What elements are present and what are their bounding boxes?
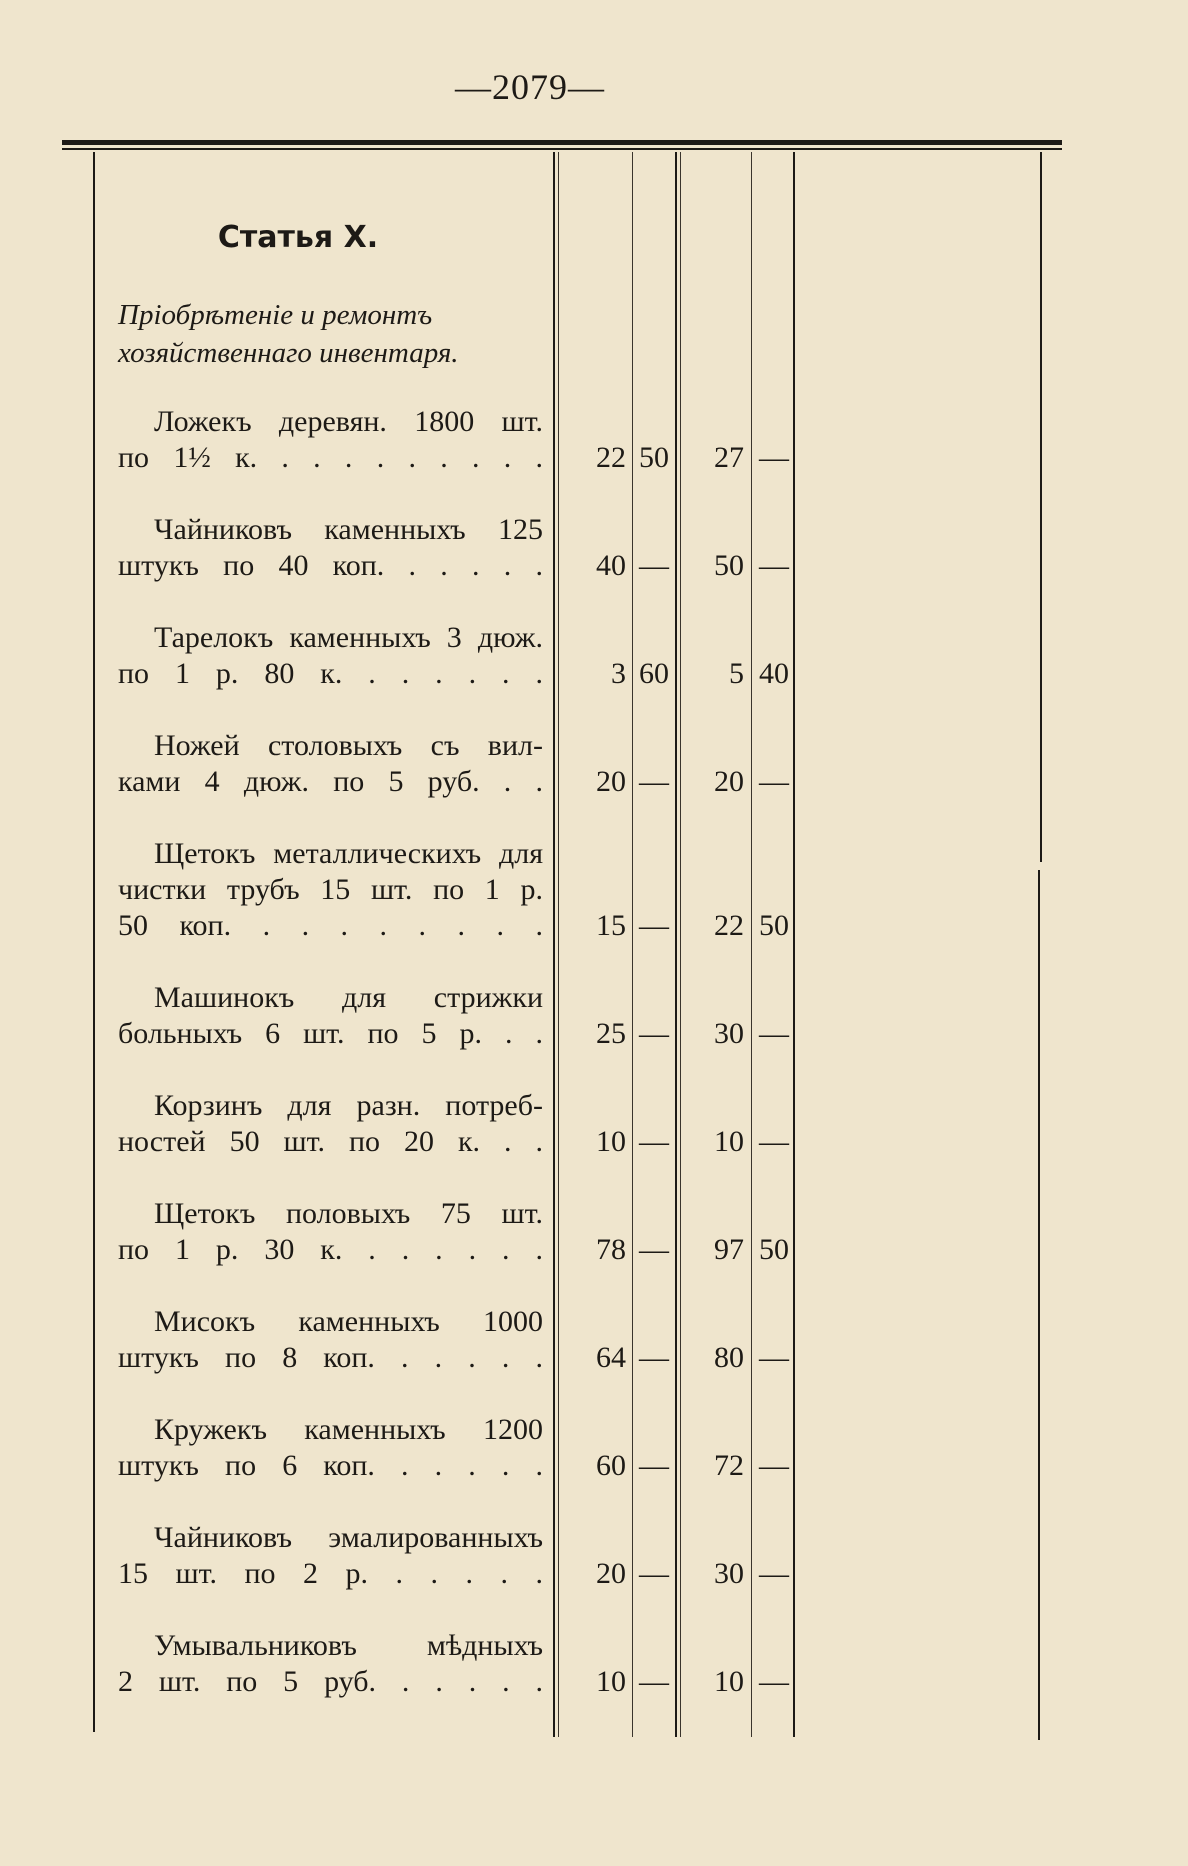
column-divider-kop2 bbox=[751, 152, 752, 1737]
column-divider-kop1 bbox=[632, 152, 633, 1737]
amount-total-kop: — bbox=[759, 1125, 789, 1158]
list-item bbox=[118, 1196, 543, 1268]
column-divider-text bbox=[553, 152, 555, 1737]
amount-estimate-rub: 40 bbox=[596, 549, 626, 582]
amount-total-kop: — bbox=[759, 1449, 789, 1482]
amount-total-kop: 50 bbox=[759, 1233, 789, 1266]
column-divider-sum2 bbox=[675, 152, 677, 1737]
entry-line2: штукъ по 6 коп. . . . . . bbox=[118, 1449, 543, 1482]
amount-total-rub: 50 bbox=[714, 549, 744, 582]
list-item bbox=[118, 620, 543, 692]
entry-line1: Корзинъ для разн. потреб- bbox=[154, 1089, 543, 1122]
amount-total-rub: 80 bbox=[714, 1341, 744, 1374]
list-item bbox=[118, 512, 543, 584]
column-divider-text-inner bbox=[558, 152, 559, 1737]
entry-line1: Щетокъ металлическихъ для bbox=[154, 837, 543, 870]
amount-total-kop: 50 bbox=[759, 909, 789, 942]
amount-estimate-kop: — bbox=[639, 1017, 669, 1050]
entry-line2: больныхъ 6 шт. по 5 р. . . bbox=[118, 1017, 543, 1050]
column-divider-sum2-inner bbox=[680, 152, 681, 1737]
amount-total-kop: — bbox=[759, 549, 789, 582]
amount-total-rub: 27 bbox=[714, 441, 744, 474]
entry-line2: ностей 50 шт. по 20 к. . . bbox=[118, 1125, 543, 1158]
amount-estimate-kop: — bbox=[639, 1665, 669, 1698]
entry-line2: чистки трубъ 15 шт. по 1 р. bbox=[118, 873, 543, 906]
amount-estimate-kop: — bbox=[639, 909, 669, 942]
entry-line2: штукъ по 40 коп. . . . . . bbox=[118, 549, 543, 582]
amount-estimate-rub: 15 bbox=[596, 909, 626, 942]
entry-line2: ками 4 дюж. по 5 руб. . . bbox=[118, 765, 543, 798]
entry-line1: Машинокъ для стрижки bbox=[154, 981, 543, 1014]
amount-estimate-kop: — bbox=[639, 1233, 669, 1266]
list-item bbox=[118, 1088, 543, 1160]
table-right-border bbox=[1040, 152, 1042, 862]
list-item bbox=[118, 1412, 543, 1484]
amount-estimate-rub: 78 bbox=[596, 1233, 626, 1266]
list-item bbox=[118, 1304, 543, 1376]
amount-estimate-kop: 60 bbox=[639, 657, 669, 690]
amount-estimate-kop: 50 bbox=[639, 441, 669, 474]
entry-line1: Умывальниковъ мѣдныхъ bbox=[154, 1629, 543, 1662]
entry-line2: по 1 р. 30 к. . . . . . . bbox=[118, 1233, 543, 1266]
amount-estimate-rub: 10 bbox=[596, 1665, 626, 1698]
amount-total-rub: 20 bbox=[714, 765, 744, 798]
entry-line2: 15 шт. по 2 р. . . . . . bbox=[118, 1557, 543, 1590]
entry-line1: Чайниковъ эмалированныхъ bbox=[154, 1521, 543, 1554]
amount-total-kop: 40 bbox=[759, 657, 789, 690]
amount-estimate-kop: — bbox=[639, 1125, 669, 1158]
amount-total-kop: — bbox=[759, 1341, 789, 1374]
entry-line2: штукъ по 8 коп. . . . . . bbox=[118, 1341, 543, 1374]
entry-line2: по 1 р. 80 к. . . . . . . bbox=[118, 657, 543, 690]
header-rule-thick bbox=[62, 140, 1062, 145]
amount-total-rub: 10 bbox=[714, 1665, 744, 1698]
list-item bbox=[118, 1628, 543, 1700]
list-item bbox=[118, 836, 543, 944]
amount-total-rub: 72 bbox=[714, 1449, 744, 1482]
amount-total-rub: 97 bbox=[714, 1233, 744, 1266]
amount-total-kop: — bbox=[759, 1017, 789, 1050]
header-rule-thin bbox=[62, 148, 1062, 150]
amount-total-rub: 22 bbox=[714, 909, 744, 942]
table-left-border bbox=[93, 152, 95, 1732]
entry-line1: Кружекъ каменныхъ 1200 bbox=[154, 1413, 543, 1446]
entry-line1: Мисокъ каменныхъ 1000 bbox=[154, 1305, 543, 1338]
table-right-border-lower bbox=[1038, 870, 1040, 1740]
column-divider-right bbox=[793, 152, 795, 1737]
amount-estimate-kop: — bbox=[639, 1557, 669, 1590]
amount-estimate-rub: 10 bbox=[596, 1125, 626, 1158]
amount-estimate-rub: 25 bbox=[596, 1017, 626, 1050]
list-item bbox=[118, 980, 543, 1052]
amount-total-rub: 30 bbox=[714, 1557, 744, 1590]
entry-line2: по 1½ к. . . . . . . . . . bbox=[118, 441, 543, 474]
entry-line1: Ножей столовыхъ съ вил- bbox=[154, 729, 543, 762]
amount-estimate-kop: — bbox=[639, 1341, 669, 1374]
amount-estimate-kop: — bbox=[639, 549, 669, 582]
entry-line3: 50 коп. . . . . . . . . bbox=[118, 909, 543, 942]
amount-estimate-kop: — bbox=[639, 765, 669, 798]
amount-total-kop: — bbox=[759, 765, 789, 798]
entry-line1: Тарелокъ каменныхъ 3 дюж. bbox=[154, 621, 543, 654]
amount-total-rub: 5 bbox=[729, 657, 744, 690]
amount-total-kop: — bbox=[759, 1557, 789, 1590]
amount-estimate-rub: 20 bbox=[596, 1557, 626, 1590]
section-subtitle: Пріобрѣтеніе и ремонтъ хозяйственнаго инвентаря. bbox=[118, 299, 459, 369]
amount-total-kop: — bbox=[759, 1665, 789, 1698]
list-item bbox=[118, 1520, 543, 1592]
amount-total-rub: 30 bbox=[714, 1017, 744, 1050]
entry-line1: Чайниковъ каменныхъ 125 bbox=[154, 513, 543, 546]
list-item bbox=[118, 728, 543, 800]
entry-line1: Щетокъ половыхъ 75 шт. bbox=[154, 1197, 543, 1230]
amount-estimate-kop: — bbox=[639, 1449, 669, 1482]
amount-estimate-rub: 22 bbox=[596, 441, 626, 474]
amount-estimate-rub: 3 bbox=[611, 657, 626, 690]
list-item bbox=[118, 404, 543, 476]
amount-estimate-rub: 60 bbox=[596, 1449, 626, 1482]
section-heading: Статья X. bbox=[217, 220, 379, 255]
amount-estimate-rub: 20 bbox=[596, 765, 626, 798]
entry-line2: 2 шт. по 5 руб. . . . . . bbox=[118, 1665, 543, 1698]
entry-line1: Ложекъ деревян. 1800 шт. bbox=[154, 405, 543, 438]
amount-total-rub: 10 bbox=[714, 1125, 744, 1158]
amount-estimate-rub: 64 bbox=[596, 1341, 626, 1374]
page-number: —2079— bbox=[455, 67, 605, 107]
amount-total-kop: — bbox=[759, 441, 789, 474]
